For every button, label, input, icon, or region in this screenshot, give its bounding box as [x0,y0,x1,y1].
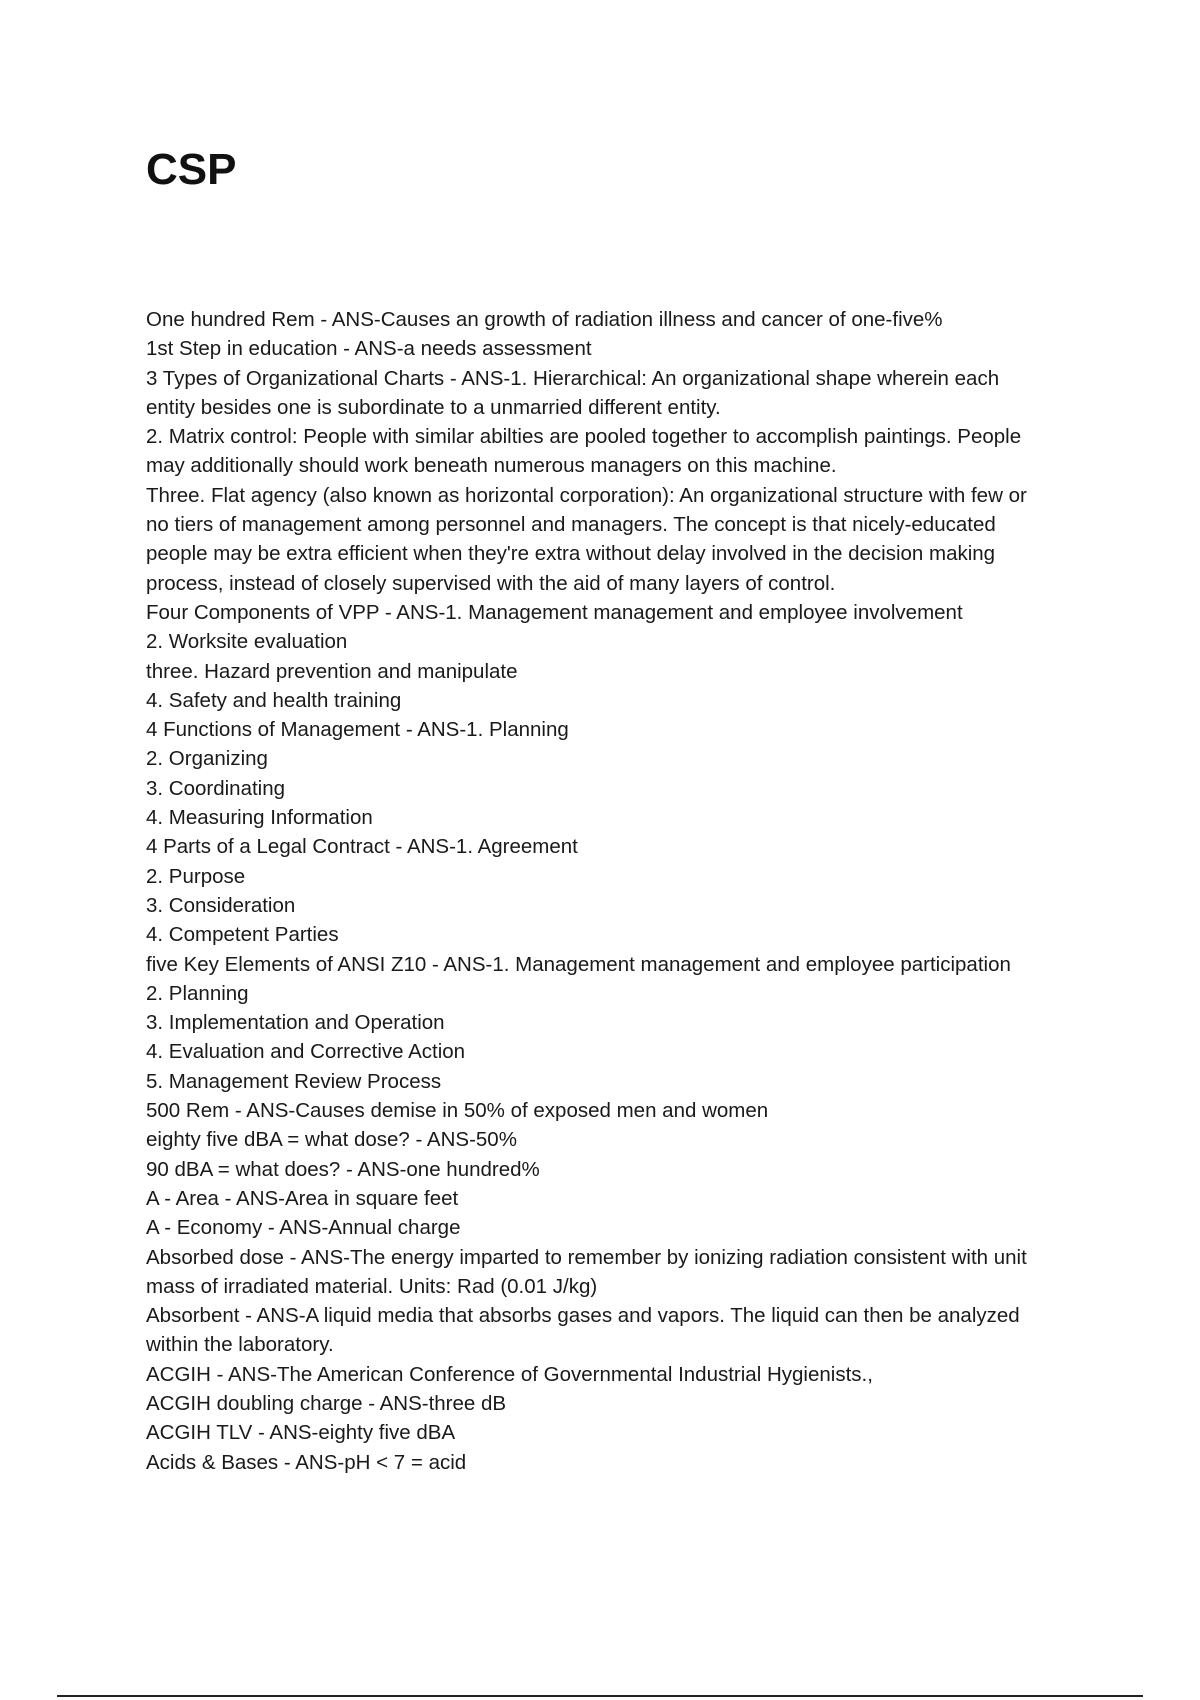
list-item: 3 Types of Organizational Charts - ANS-1. Hierarchical: An organizational shape wherein each entity besides one is subordinate to a unmarried different entity. [146,366,1000,419]
list-item: 2. Organizing [146,747,268,771]
list-item: 1st Step in education - ANS-a needs assessment [146,337,592,361]
list-item: 2. Worksite evaluation [146,630,348,654]
list-item: Acids & Bases - ANS-pH < 7 = acid [146,1450,467,1474]
list-item: Three. Flat agency (also known as horizontal corporation): An organizational structure with few or no tiers of management among personnel and managers. The concept is that nicely-educated people may be extra efficient when they're extra without delay involved in the decision making process, instead of closely supervised with the aid of many layers of control. [146,483,1027,595]
list-item: 2. Matrix control: People with similar abilties are pooled together to accomplish paintings. People may additionally should work beneath numerous managers on this machine. [146,425,1022,478]
list-item: 4. Competent Parties [146,923,339,947]
list-item: 5. Management Review Process [146,1069,442,1093]
list-item: A - Economy - ANS-Annual charge [146,1216,461,1240]
page-title: CSP [146,145,237,194]
list-item: 4 Functions of Management - ANS-1. Planning [146,718,569,742]
list-item: 90 dBA = what does? - ANS-one hundred% [146,1157,540,1181]
list-item: five Key Elements of ANSI Z10 - ANS-1. Management management and employee participation [146,952,1011,976]
list-item: 2. Planning [146,981,249,1005]
list-item: ACGIH doubling charge - ANS-three dB [146,1391,507,1415]
list-item: 4 Parts of a Legal Contract - ANS-1. Agreement [146,835,578,859]
list-item: 4. Evaluation and Corrective Action [146,1040,466,1064]
list-item: ACGIH TLV - ANS-eighty five dBA [146,1421,456,1445]
list-item: 4. Measuring Information [146,806,373,830]
list-item: eighty five dBA = what dose? - ANS-50% [146,1128,517,1152]
footer-divider [57,1695,1143,1697]
list-item: 3. Implementation and Operation [146,1011,445,1035]
list-item: 4. Safety and health training [146,688,402,712]
list-item: 2. Purpose [146,864,246,888]
list-item: Four Components of VPP - ANS-1. Management management and employee involvement [146,600,963,624]
flashcard-list [146,305,1046,1477]
list-item: three. Hazard prevention and manipulate [146,659,518,683]
list-item: 3. Consideration [146,893,296,917]
list-item: 500 Rem - ANS-Causes demise in 50% of exposed men and women [146,1099,769,1123]
list-item: Absorbed dose - ANS-The energy imparted to remember by ionizing radiation consistent with unit mass of irradiated material. Units: Rad (0.01 J/kg) [146,1245,1027,1298]
list-item: One hundred Rem - ANS-Causes an growth of radiation illness and cancer of one-five% [146,308,943,331]
list-item: ACGIH - ANS-The American Conference of Governmental Industrial Hygienists., [146,1362,873,1386]
list-item: 3. Coordinating [146,776,286,800]
list-item: A - Area - ANS-Area in square feet [146,1186,459,1210]
list-item: Absorbent - ANS-A liquid media that absorbs gases and vapors. The liquid can then be analyzed within the laboratory. [146,1304,1020,1357]
